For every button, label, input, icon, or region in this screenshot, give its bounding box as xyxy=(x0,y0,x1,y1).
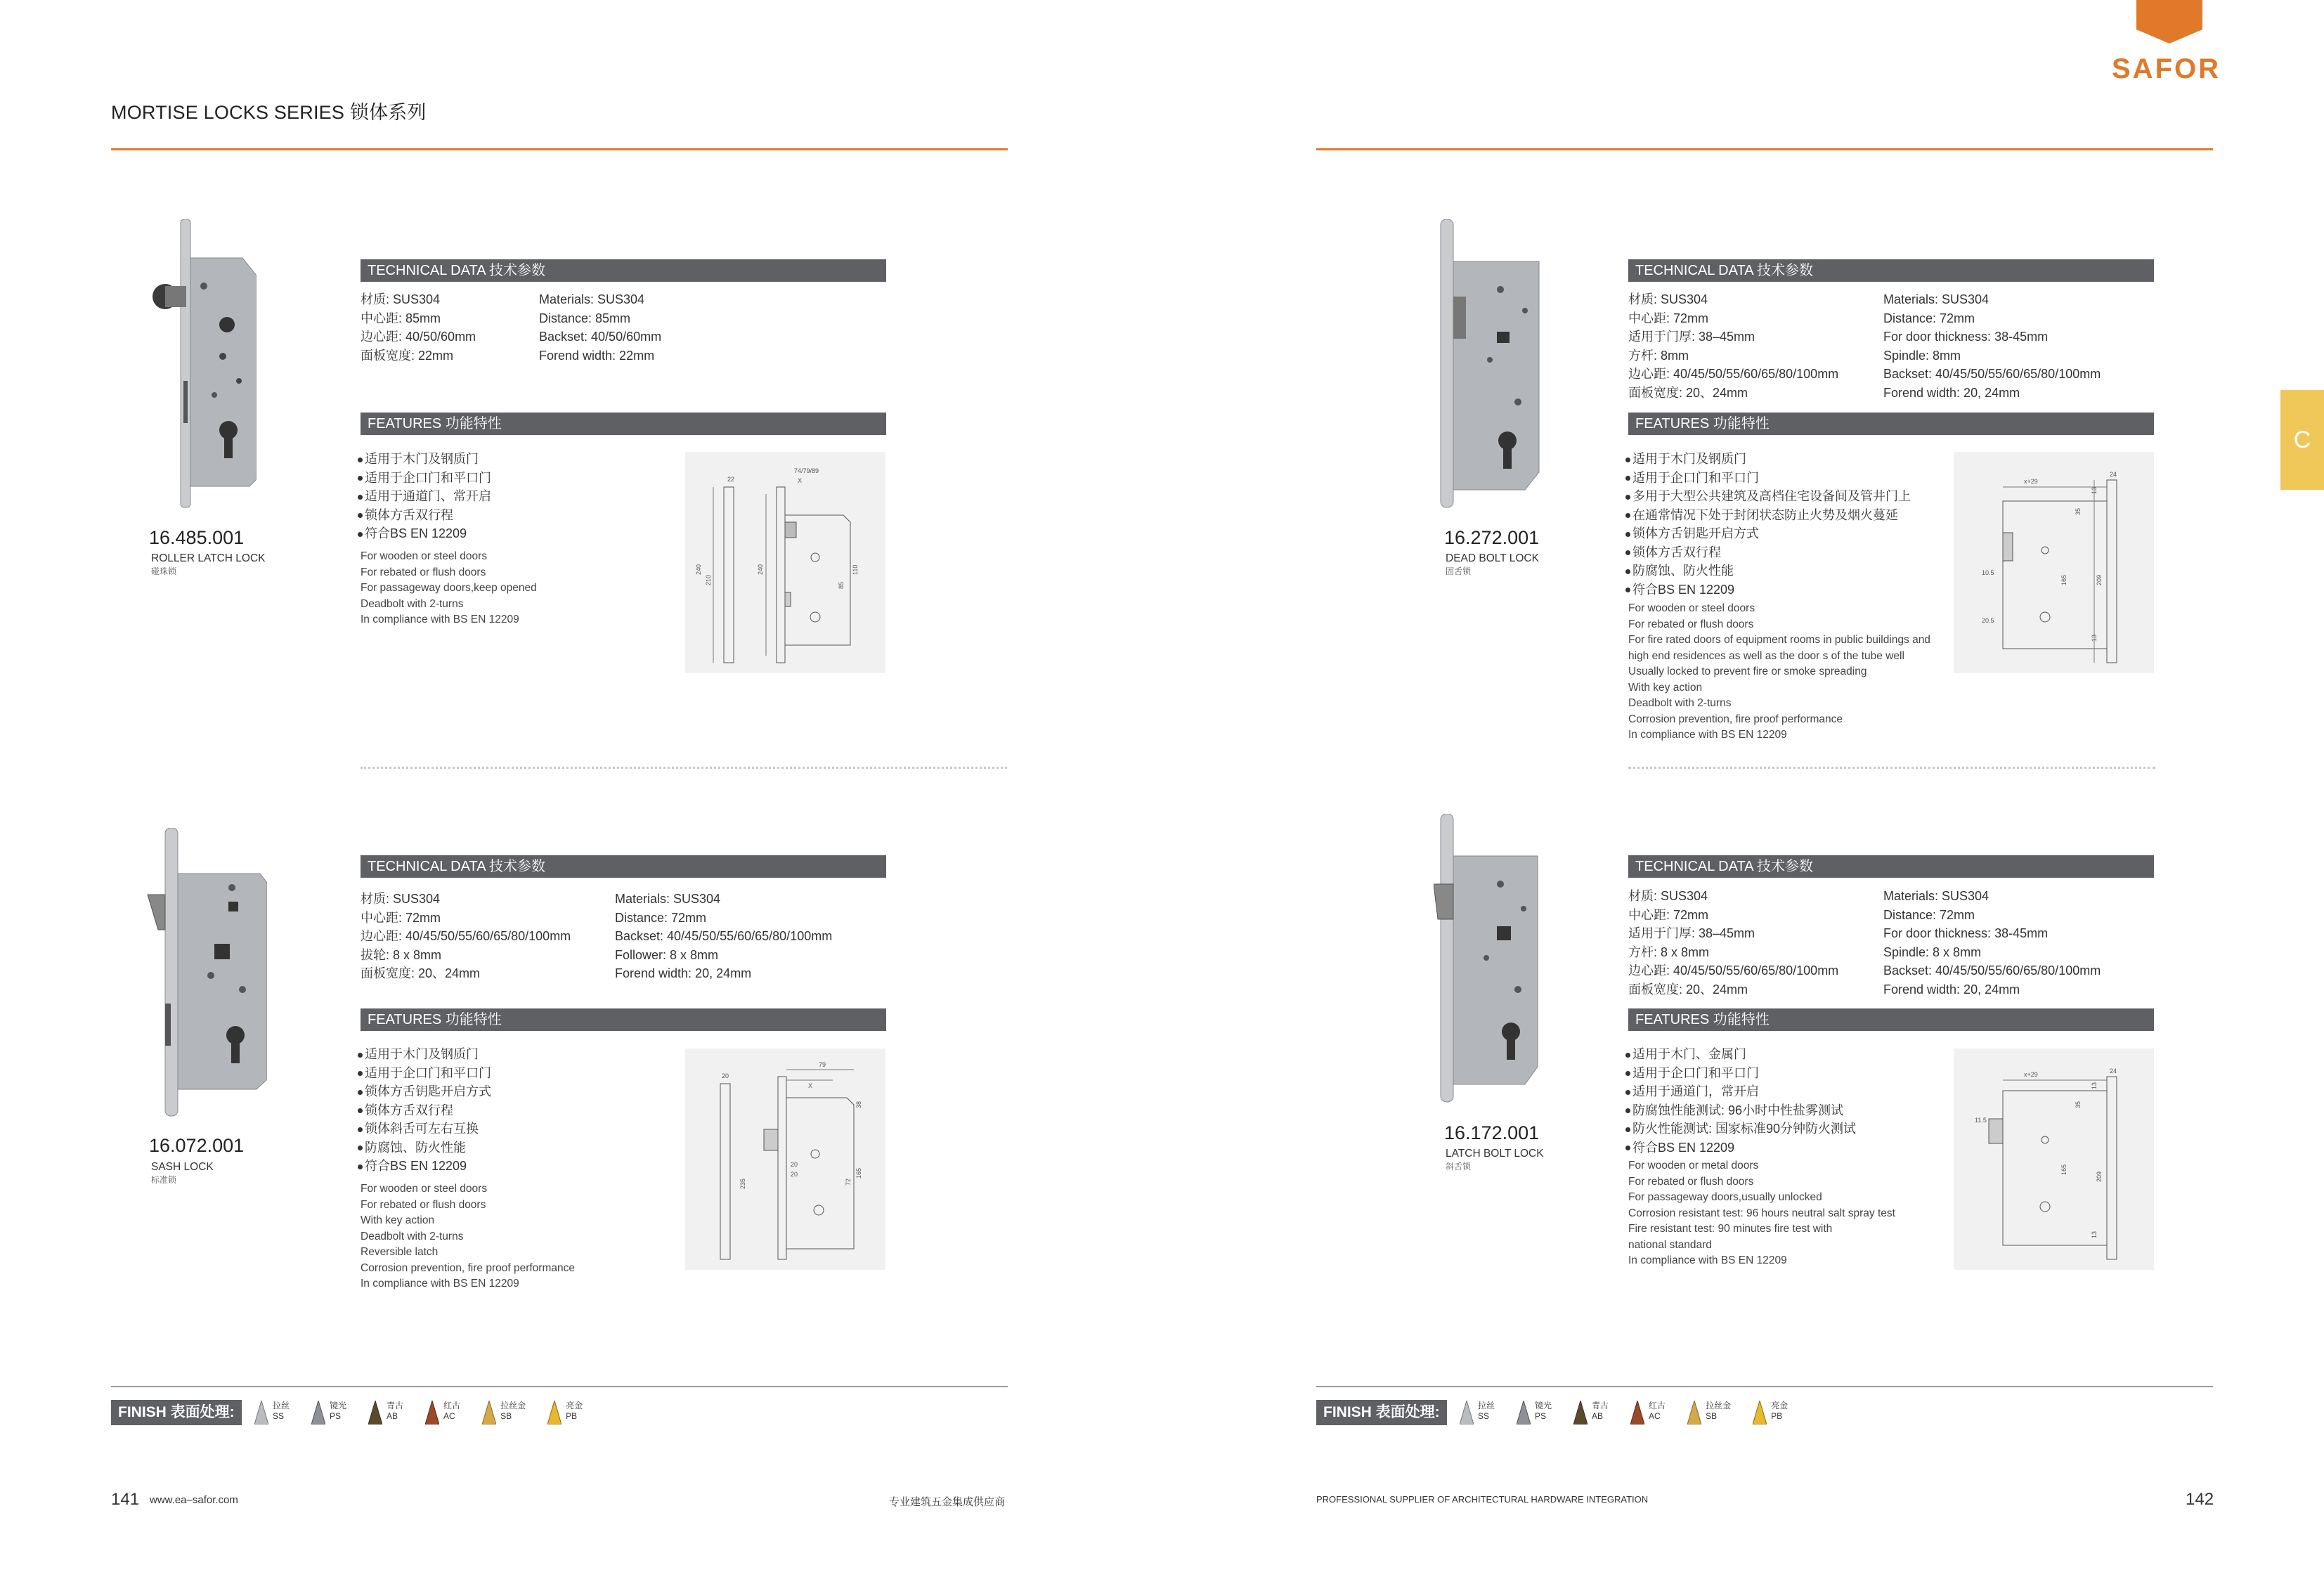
dim-label: 13 xyxy=(2091,486,2098,494)
dim-label: 72 xyxy=(845,1178,852,1186)
product-name: ROLLER LATCH LOCK xyxy=(151,552,266,564)
tech-en-list: Materials: SUS304 Distance: 72mm Backset: 40/45/50/55/60/65/80/100mm Follower: 8 x 8mm Forend width: 20, 24mm xyxy=(615,892,833,980)
finish-cone-icon xyxy=(482,1401,496,1425)
dim-label: 24 xyxy=(2110,1067,2117,1075)
features-en-list: For wooden or steel doors For rebated or flush doors For passageway doors,keep opened Deadbolt with 2-turns In compliance with BS EN 12209 xyxy=(361,550,537,625)
dim-label: 85 xyxy=(838,581,845,589)
dim-label: 20 xyxy=(722,1072,729,1079)
section-tab[interactable]: C xyxy=(2280,390,2324,490)
finish-swatch: 青古 AB xyxy=(368,1401,403,1425)
technical-data-bar: TECHNICAL DATA 技术参数 xyxy=(361,855,886,878)
product-code: 16.072.001 xyxy=(149,1135,245,1156)
dim-label: 74/79/89 xyxy=(794,467,819,474)
product-code: 16.485.001 xyxy=(149,527,245,548)
dim-label: x+29 xyxy=(2024,1071,2038,1078)
product-code: 16.172.001 xyxy=(1444,1122,1540,1143)
dim-label: 79 xyxy=(819,1061,826,1068)
finish-swatches-left xyxy=(254,1401,583,1425)
dim-label: 235 xyxy=(739,1178,746,1189)
product-name: SASH LOCK xyxy=(151,1161,214,1173)
finish-swatch: 拉丝金 SB xyxy=(1687,1401,1731,1425)
features-en-list: For wooden or metal doors For rebated or flush doors For passageway doors,usually unlocked Corrosion resistant test: 96 hours neutral salt spray test Fire resistant test: 90 minutes fire test with national standard In compliance with BS EN 12209 xyxy=(1628,1160,1895,1266)
finish-cone-icon xyxy=(1517,1401,1531,1425)
features-bar: FEATURES 功能特性 xyxy=(1628,413,2154,435)
dim-label: 24 xyxy=(2110,471,2117,478)
dim-label: 20 xyxy=(791,1171,798,1178)
technical-data-bar: TECHNICAL DATA 技术参数 xyxy=(361,259,886,282)
header-rule-right xyxy=(1316,148,2213,150)
finish-swatch: 镜光 PS xyxy=(311,1401,346,1425)
finish-cone-icon xyxy=(311,1401,325,1425)
dim-label: 35 xyxy=(2075,507,2082,515)
product-name-cn: 标准锁 xyxy=(151,1175,177,1185)
finish-rule-right xyxy=(1316,1386,2213,1387)
finish-cone-icon xyxy=(425,1401,439,1425)
tech-en-list: Materials: SUS304 Distance: 85mm Backset: 40/50/60mm Forend width: 22mm xyxy=(539,292,662,363)
finish-cone-icon xyxy=(1753,1401,1767,1425)
finish-label: FINISH 表面处理: xyxy=(1316,1400,1447,1425)
dim-label: 35 xyxy=(2075,1101,2082,1108)
dim-label: 20 xyxy=(791,1161,798,1168)
finish-swatch: 拉丝金 SB xyxy=(482,1401,526,1425)
tech-cn-list: 材质: SUS304 中心距: 72mm 边心距: 40/45/50/55/60/65/80/100mm 拔轮: 8 x 8mm 面板宽度: 20、24mm xyxy=(361,892,571,980)
features-bar: FEATURES 功能特性 xyxy=(361,413,886,435)
dim-label: 13 xyxy=(2091,1082,2098,1089)
product-name-cn: 斜舌锁 xyxy=(1446,1162,1472,1172)
website-link[interactable]: www.ea–safor.com xyxy=(150,1494,238,1506)
technical-drawing xyxy=(1954,452,2154,673)
finish-swatches-right xyxy=(1460,1401,1788,1425)
features-cn-list: 适用于木门及钢质门 适用于企口门和平口门 多用于大型公共建筑及高档住宅设备间及管井门上 在通常情况下处于封闭状态防止火势及烟火蔓延 锁体方舌钥匙开启方式 锁体方舌双行程 防腐蚀、防火性能 符合BS EN 12209 xyxy=(1625,450,1911,599)
features-en-list: For wooden or steel doors For rebated or flush doors For fire rated doors of equipment rooms in public buildings and high end residences as well as the door s of the tube well Usually locked to prevent fire or smoke spreading With key action Deadbolt with 2-turns Corrosion prevention, fire proof performance In compliance with BS EN 12209 xyxy=(1628,602,1930,741)
page-number-right: 142 xyxy=(2186,1490,2214,1509)
finish-swatch: 红古 AC xyxy=(1630,1401,1666,1425)
product-name: LATCH BOLT LOCK xyxy=(1446,1148,1544,1160)
technical-data-bar: TECHNICAL DATA 技术参数 xyxy=(1628,855,2154,878)
dim-label: 240 xyxy=(695,564,702,575)
dim-label: 13 xyxy=(2091,634,2098,642)
footer-tagline-cn: 专业建筑五金集成供应商 xyxy=(889,1496,1006,1508)
features-cn-list: 适用于木门、金属门 适用于企口门和平口门 适用于通道门，常开启 防腐蚀性能测试: 96小时中性盐雾测试 防火性能测试: 国家标准90分钟防火测试 符合BS EN 12209 xyxy=(1625,1045,1856,1157)
finish-swatch: 拉丝 SS xyxy=(254,1401,290,1425)
page-title: MORTISE LOCKS SERIES 锁体系列 xyxy=(111,102,427,123)
dim-label: 13 xyxy=(2091,1231,2098,1238)
dim-label: 240 xyxy=(757,564,764,575)
footer-tagline-en: PROFESSIONAL SUPPLIER OF ARCHITECTURAL HARDWARE INTEGRATION xyxy=(1316,1494,1649,1505)
page-number-left: 141 xyxy=(111,1490,140,1509)
dim-label: 110 xyxy=(852,564,859,575)
features-cn-list: 适用于木门及钢质门 适用于企口门和平口门 锁体方舌钥匙开启方式 锁体方舌双行程 锁体斜舌可左右互换 防腐蚀、防火性能 符合BS EN 12209 xyxy=(358,1045,491,1176)
finish-swatch: 拉丝 SS xyxy=(1460,1401,1495,1425)
divider xyxy=(1628,767,2155,769)
dim-label: x+29 xyxy=(2024,478,2038,485)
finish-cone-icon xyxy=(254,1401,268,1425)
dim-label: 165 xyxy=(855,1167,862,1179)
tech-cn-list: 材质: SUS304 中心距: 72mm 适用于门厚: 38–45mm 方杆: 8mm 边心距: 40/45/50/55/60/65/80/100mm 面板宽度: 20、24mm xyxy=(1628,292,1839,400)
tech-cn-list: 材质: SUS304 中心距: 72mm 适用于门厚: 38–45mm 方杆: 8 x 8mm 边心距: 40/45/50/55/60/65/80/100mm 面板宽度: 20、24mm xyxy=(1628,889,1839,997)
dim-label: 11.5 xyxy=(1975,1117,1987,1124)
dim-label: 209 xyxy=(2096,1171,2103,1182)
finish-swatch: 亮金 PB xyxy=(547,1401,583,1425)
features-cn-list: 适用于木门及钢质门 适用于企口门和平口门 适用于通道门、常开启 锁体方舌双行程 符合BS EN 12209 xyxy=(358,450,491,543)
dim-label: 210 xyxy=(705,574,712,585)
features-bar: FEATURES 功能特性 xyxy=(361,1008,886,1031)
finish-cone-icon xyxy=(1573,1401,1588,1425)
tech-en-list: Materials: SUS304 Distance: 72mm For door thickness: 38-45mm Spindle: 8mm Backset: 40/45/50/55/60/65/80/100mm Forend width: 20, 24mm xyxy=(1883,292,2101,400)
dead-bolt-lock-image xyxy=(1434,219,1546,514)
tech-en-list: Materials: SUS304 Distance: 72mm For door thickness: 38-45mm Spindle: 8 x 8mm Backset: 40/45/50/55/60/65/80/100mm Forend width: 20, 24mm xyxy=(1883,889,2101,997)
features-bar: FEATURES 功能特性 xyxy=(1628,1008,2154,1031)
features-en-list: For wooden or steel doors For rebated or flush doors With key action Deadbolt with 2-turns Reversible latch Corrosion prevention, fire proof performance In compliance with BS EN 12209 xyxy=(361,1183,575,1290)
dim-label: 38 xyxy=(855,1101,862,1108)
finish-cone-icon xyxy=(1630,1401,1644,1425)
dim-label: 20.5 xyxy=(1982,617,1994,624)
brand-logo: SAFOR xyxy=(2112,53,2221,84)
dim-label: 209 xyxy=(2096,574,2103,585)
finish-cone-icon xyxy=(368,1401,382,1425)
dim-label: 165 xyxy=(2060,1164,2067,1175)
finish-swatch: 红古 AC xyxy=(425,1401,460,1425)
sash-lock-image xyxy=(144,828,267,1123)
finish-cone-icon xyxy=(1460,1401,1474,1425)
technical-data-bar: TECHNICAL DATA 技术参数 xyxy=(1628,259,2154,282)
finish-swatch: 镜光 PS xyxy=(1517,1401,1552,1425)
technical-drawing xyxy=(685,1049,885,1270)
product-code: 16.272.001 xyxy=(1444,527,1540,548)
dim-label: X xyxy=(808,1082,813,1089)
product-name-cn: 碰珠锁 xyxy=(151,566,177,576)
product-name: DEAD BOLT LOCK xyxy=(1446,552,1539,564)
tech-cn-list: 材质: SUS304 中心距: 85mm 边心距: 40/50/60mm 面板宽度: 22mm xyxy=(361,292,476,363)
finish-label: FINISH 表面处理: xyxy=(111,1400,242,1425)
dim-label: 22 xyxy=(727,476,735,483)
dim-label: 165 xyxy=(2060,574,2067,585)
finish-swatch: 青古 AB xyxy=(1573,1401,1609,1425)
roller-latch-lock-image xyxy=(144,219,257,514)
technical-drawing xyxy=(1954,1049,2154,1270)
dim-label: X xyxy=(798,477,803,484)
finish-swatch: 亮金 PB xyxy=(1753,1401,1788,1425)
finish-rule-left xyxy=(111,1386,1008,1387)
finish-cone-icon xyxy=(547,1401,561,1425)
divider xyxy=(361,767,1007,769)
technical-drawing xyxy=(685,452,885,673)
finish-cone-icon xyxy=(1687,1401,1701,1425)
logo-badge-icon xyxy=(2136,0,2202,44)
latch-bolt-lock-image xyxy=(1434,814,1553,1109)
product-name-cn: 固舌锁 xyxy=(1446,566,1472,576)
header-rule-left xyxy=(111,148,1008,150)
dim-label: 10.5 xyxy=(1982,569,1994,576)
